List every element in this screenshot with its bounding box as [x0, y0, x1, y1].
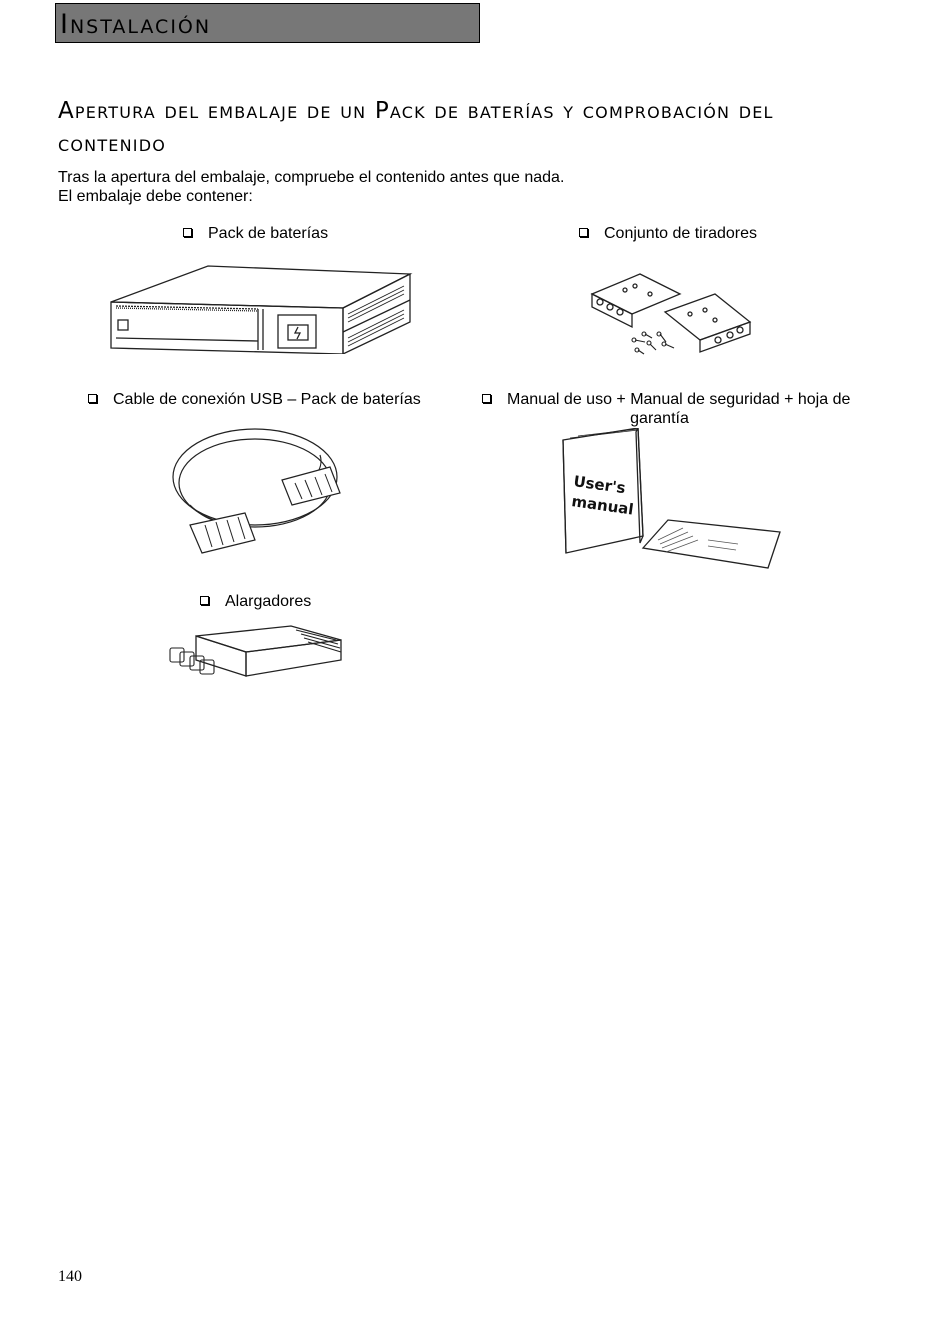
list-item-label-line2: garantía: [630, 410, 689, 427]
intro-line-2: El embalaje debe contener:: [58, 188, 253, 205]
checkbox-bullet-icon: [579, 228, 588, 237]
svg-text:User's: User's: [572, 472, 627, 498]
list-item-extenders: [200, 592, 311, 611]
intro-line-1: Tras la apertura del embalaje, compruebe el contenido antes que nada.: [58, 169, 565, 186]
list-item-handles: [579, 224, 757, 243]
page-number: 140: [58, 1268, 82, 1285]
list-item-label-line1: Manual de uso + Manual de seguridad + hoja de: [507, 391, 851, 408]
checkbox-bullet-icon: [482, 394, 491, 403]
usb-cable-illustration: [170, 425, 345, 560]
list-item-label: Pack de baterías: [208, 225, 329, 242]
subsection-title: Apertura del embalaje de un Pack de baterías y comprobación del contenido: [58, 98, 774, 157]
section-header-box: [55, 3, 480, 43]
list-item-label: Conjunto de tiradores: [604, 225, 757, 242]
extenders-illustration: [166, 622, 356, 682]
battery-pack-illustration: [108, 262, 413, 354]
list-item-label: Cable de conexión USB – Pack de baterías: [113, 391, 421, 408]
list-item-usb-cable: [88, 390, 421, 409]
checkbox-bullet-icon: [200, 596, 209, 605]
users-manual-illustration: [558, 428, 783, 570]
checkbox-bullet-icon: [88, 394, 97, 403]
list-item-manuals: [482, 390, 882, 428]
section-header-title: Instalación: [60, 9, 212, 40]
checkbox-bullet-icon: [183, 228, 192, 237]
list-item-label: Alargadores: [225, 593, 312, 610]
list-item-battery-pack: [183, 224, 328, 243]
svg-text:manual: manual: [570, 492, 635, 519]
handle-brackets-illustration: [590, 272, 755, 357]
